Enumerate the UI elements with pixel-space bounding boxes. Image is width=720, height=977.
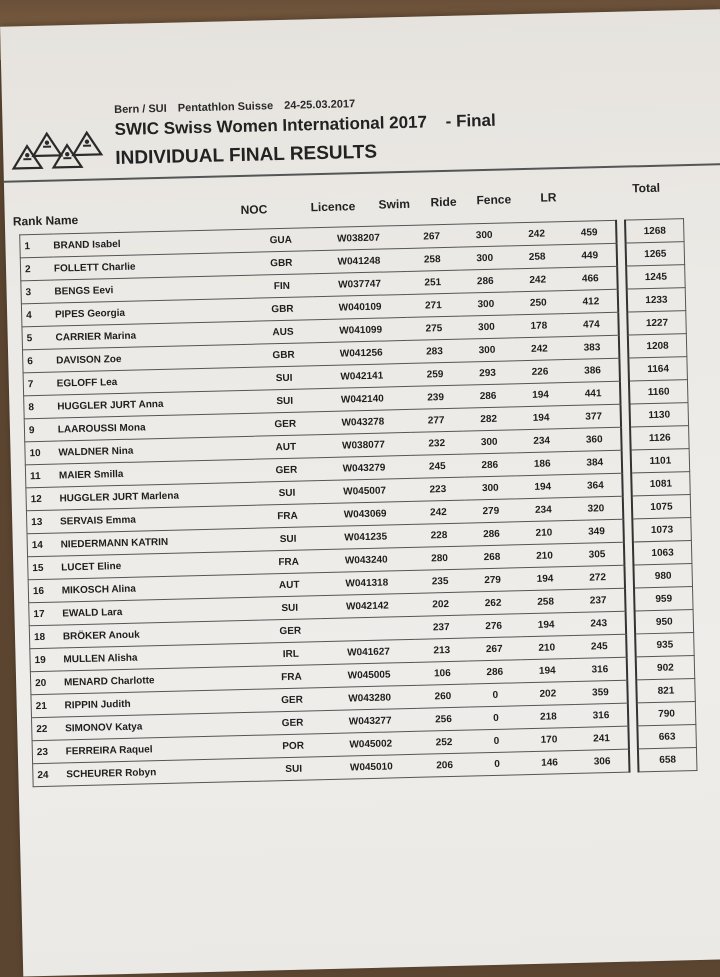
swim-points-cell: 213 bbox=[415, 638, 468, 662]
ride-points-cell: 300 bbox=[459, 292, 512, 316]
fence-points-cell: 234 bbox=[517, 498, 570, 522]
fence-points-cell: 194 bbox=[515, 406, 568, 430]
laser-run-points-cell: 449 bbox=[563, 243, 617, 267]
swim-points-cell: 235 bbox=[414, 569, 467, 593]
col-header-licence: Licence bbox=[310, 199, 356, 215]
rank-cell: 13 bbox=[26, 510, 60, 534]
licence-cell: W041318 bbox=[320, 570, 415, 595]
ride-points-cell: 300 bbox=[458, 223, 511, 247]
laser-run-points-cell: 441 bbox=[567, 381, 621, 405]
fence-points-cell: 250 bbox=[512, 291, 565, 315]
total-points-cell: 1227 bbox=[627, 311, 686, 335]
noc-cell: FRA bbox=[257, 504, 319, 528]
ride-points-cell: 282 bbox=[462, 407, 515, 431]
ride-points-cell: 300 bbox=[460, 315, 513, 339]
noc-cell: SUI bbox=[254, 389, 316, 413]
swim-points-cell: 202 bbox=[414, 592, 467, 616]
total-points-cell: 1081 bbox=[631, 472, 690, 496]
swim-points-cell: 267 bbox=[405, 224, 458, 248]
page-title: INDIVIDUAL FINAL RESULTS bbox=[115, 141, 378, 170]
noc-cell: AUT bbox=[258, 573, 320, 597]
rank-cell: 18 bbox=[29, 625, 63, 649]
swim-points-cell: 228 bbox=[412, 523, 465, 547]
swim-points-cell: 237 bbox=[415, 615, 468, 639]
athlete-name-cell: EGLOFF Lea bbox=[56, 367, 253, 395]
licence-cell: W041235 bbox=[318, 524, 413, 549]
fence-points-cell: 194 bbox=[514, 383, 567, 407]
total-points-cell: 1126 bbox=[630, 426, 689, 450]
licence-cell: W043277 bbox=[323, 708, 418, 733]
noc-cell: SUI bbox=[259, 596, 321, 620]
swim-points-cell: 206 bbox=[418, 753, 471, 777]
licence-cell: W043069 bbox=[318, 501, 413, 526]
fence-points-cell: 234 bbox=[515, 429, 568, 453]
ride-points-cell: 286 bbox=[459, 269, 512, 293]
swim-points-cell: 232 bbox=[410, 431, 463, 455]
swim-points-cell: 275 bbox=[407, 316, 460, 340]
licence-cell: W043280 bbox=[322, 685, 417, 710]
rank-cell: 16 bbox=[28, 579, 62, 603]
rank-cell: 8 bbox=[24, 395, 58, 419]
laser-run-points-cell: 474 bbox=[565, 312, 619, 336]
swim-points-cell: 283 bbox=[408, 339, 461, 363]
athlete-name-cell: MENARD Charlotte bbox=[64, 666, 261, 694]
rank-cell: 9 bbox=[24, 418, 58, 442]
athlete-name-cell: HUGGLER JURT Anna bbox=[57, 390, 254, 418]
noc-cell: GBR bbox=[253, 343, 315, 367]
total-points-cell: 790 bbox=[637, 702, 696, 726]
rank-cell: 21 bbox=[31, 694, 65, 718]
ride-points-cell: 286 bbox=[462, 384, 515, 408]
ride-points-cell: 300 bbox=[458, 246, 511, 270]
rank-cell: 1 bbox=[20, 234, 54, 258]
ride-points-cell: 286 bbox=[468, 660, 521, 684]
fence-points-cell: 146 bbox=[523, 750, 576, 774]
laser-run-points-cell: 306 bbox=[576, 749, 630, 773]
results-sheet bbox=[0, 9, 720, 976]
swim-points-cell: 258 bbox=[406, 247, 459, 271]
total-points-cell: 1265 bbox=[625, 242, 684, 266]
ride-points-cell: 286 bbox=[463, 453, 516, 477]
athlete-name-cell: BRAND Isabel bbox=[53, 229, 250, 257]
athlete-name-cell: FERREIRA Raquel bbox=[65, 735, 262, 763]
rank-cell: 15 bbox=[28, 556, 62, 580]
fence-points-cell: 258 bbox=[519, 590, 572, 614]
laser-run-points-cell: 360 bbox=[568, 427, 622, 451]
rank-cell: 17 bbox=[29, 602, 63, 626]
swim-points-cell: 106 bbox=[416, 661, 469, 685]
total-points-cell: 1130 bbox=[629, 403, 688, 427]
athlete-name-cell: MULLEN Alisha bbox=[63, 643, 260, 671]
fence-points-cell: 242 bbox=[510, 222, 563, 246]
total-points-cell: 1160 bbox=[629, 380, 688, 404]
noc-cell: SUI bbox=[256, 481, 318, 505]
total-points-cell: 1063 bbox=[633, 541, 692, 565]
laser-run-points-cell: 384 bbox=[568, 450, 622, 474]
laser-run-points-cell: 377 bbox=[567, 404, 621, 428]
fence-points-cell: 202 bbox=[521, 681, 574, 705]
swim-points-cell: 252 bbox=[418, 730, 471, 754]
laser-run-points-cell: 412 bbox=[564, 289, 618, 313]
ride-points-cell: 300 bbox=[464, 476, 517, 500]
licence-cell: W045002 bbox=[323, 731, 418, 756]
laser-run-points-cell: 272 bbox=[571, 565, 625, 589]
ride-points-cell: 267 bbox=[468, 637, 521, 661]
noc-cell: FIN bbox=[251, 274, 313, 298]
laser-run-points-cell: 237 bbox=[572, 588, 626, 612]
laser-run-points-cell: 383 bbox=[565, 335, 619, 359]
laser-run-points-cell: 349 bbox=[570, 519, 624, 543]
licence-cell: W043240 bbox=[319, 547, 414, 572]
athlete-name-cell: CARRIER Marina bbox=[55, 321, 252, 349]
athlete-name-cell: SCHEURER Robyn bbox=[66, 758, 263, 786]
results-table-body bbox=[20, 219, 697, 787]
total-points-cell: 1075 bbox=[632, 495, 691, 519]
licence-cell: W045010 bbox=[324, 754, 419, 779]
swim-points-cell: 245 bbox=[411, 454, 464, 478]
laser-run-points-cell: 316 bbox=[573, 657, 627, 681]
noc-cell: GBR bbox=[250, 251, 312, 275]
total-points-cell: 1245 bbox=[626, 265, 685, 289]
fence-points-cell: 258 bbox=[511, 245, 564, 269]
licence-cell: W041627 bbox=[321, 639, 416, 664]
licence-cell: W043278 bbox=[316, 409, 411, 434]
rank-cell: 19 bbox=[30, 648, 64, 672]
swim-points-cell: 256 bbox=[417, 707, 470, 731]
event-organizer: Pentathlon Suisse bbox=[177, 100, 274, 115]
noc-cell: GER bbox=[259, 619, 321, 643]
athlete-name-cell: MAIER Smilla bbox=[59, 459, 256, 487]
ride-points-cell: 300 bbox=[460, 338, 513, 362]
ride-points-cell: 279 bbox=[464, 499, 517, 523]
athlete-name-cell: BRÖKER Anouk bbox=[63, 620, 260, 648]
laser-run-points-cell: 459 bbox=[563, 220, 617, 244]
total-points-cell: 821 bbox=[636, 679, 695, 703]
total-points-cell: 663 bbox=[637, 725, 696, 749]
noc-cell: GER bbox=[254, 412, 316, 436]
licence-cell: W042142 bbox=[320, 593, 415, 618]
ride-points-cell: 300 bbox=[463, 430, 516, 454]
event-info-line bbox=[114, 98, 363, 116]
athlete-name-cell: SIMONOV Katya bbox=[65, 712, 262, 740]
rank-cell: 23 bbox=[32, 740, 66, 764]
rank-cell: 4 bbox=[21, 303, 55, 327]
noc-cell: GER bbox=[261, 688, 323, 712]
total-points-cell: 980 bbox=[633, 564, 692, 588]
athlete-name-cell: BENGS Eevi bbox=[54, 275, 251, 303]
athlete-name-cell: FOLLETT Charlie bbox=[54, 252, 251, 280]
rank-cell: 24 bbox=[33, 763, 67, 787]
total-points-cell: 902 bbox=[636, 656, 695, 680]
col-header-lr: LR bbox=[540, 190, 557, 205]
licence-cell: W042141 bbox=[314, 363, 409, 388]
ride-points-cell: 293 bbox=[461, 361, 514, 385]
athlete-name-cell: WALDNER Nina bbox=[58, 436, 255, 464]
col-header-ride: Ride bbox=[430, 194, 457, 210]
ride-points-cell: 268 bbox=[465, 545, 518, 569]
noc-cell: FRA bbox=[258, 550, 320, 574]
fence-points-cell: 186 bbox=[516, 452, 569, 476]
rank-cell: 5 bbox=[22, 326, 56, 350]
laser-run-points-cell: 386 bbox=[566, 358, 620, 382]
event-stage: Final bbox=[455, 110, 496, 131]
laser-run-points-cell: 245 bbox=[573, 634, 627, 658]
athlete-name-cell: RIPPIN Judith bbox=[64, 689, 261, 717]
licence-cell: W041248 bbox=[312, 248, 407, 273]
licence-cell: W038077 bbox=[316, 432, 411, 457]
rank-cell: 10 bbox=[25, 441, 59, 465]
licence-cell: W041256 bbox=[314, 340, 409, 365]
total-points-cell: 935 bbox=[635, 633, 694, 657]
rank-cell: 22 bbox=[31, 717, 65, 741]
col-header-noc: NOC bbox=[240, 202, 268, 217]
laser-run-points-cell: 320 bbox=[569, 496, 623, 520]
fence-points-cell: 210 bbox=[518, 544, 571, 568]
fence-points-cell: 170 bbox=[522, 727, 575, 751]
event-name: SWIC Swiss Women International 2017 bbox=[114, 112, 428, 140]
ride-points-cell: 276 bbox=[467, 614, 520, 638]
total-points-cell: 959 bbox=[634, 587, 693, 611]
swim-points-cell: 280 bbox=[413, 546, 466, 570]
licence-cell: W043279 bbox=[317, 455, 412, 480]
noc-cell: AUS bbox=[252, 320, 314, 344]
ride-points-cell: 279 bbox=[466, 568, 519, 592]
swim-points-cell: 239 bbox=[409, 385, 462, 409]
fence-points-cell: 242 bbox=[513, 337, 566, 361]
noc-cell: GER bbox=[262, 711, 324, 735]
total-points-cell: 1073 bbox=[632, 518, 691, 542]
athlete-name-cell: DAVISON Zoe bbox=[56, 344, 253, 372]
rank-cell: 7 bbox=[23, 372, 57, 396]
total-points-cell: 1268 bbox=[625, 219, 684, 243]
swim-points-cell: 223 bbox=[411, 477, 464, 501]
col-header-swim: Swim bbox=[378, 196, 411, 212]
swim-points-cell: 242 bbox=[412, 500, 465, 524]
swim-points-cell: 251 bbox=[406, 270, 459, 294]
fence-points-cell: 194 bbox=[520, 612, 573, 636]
swim-points-cell: 259 bbox=[409, 362, 462, 386]
athlete-name-cell: NIEDERMANN KATRIN bbox=[60, 528, 257, 556]
noc-cell: SUI bbox=[257, 527, 319, 551]
noc-cell: IRL bbox=[260, 642, 322, 666]
athlete-name-cell: MIKOSCH Alina bbox=[61, 574, 258, 602]
fence-points-cell: 210 bbox=[517, 521, 570, 545]
noc-cell: FRA bbox=[261, 665, 323, 689]
event-dates: 24-25.03.2017 bbox=[284, 98, 356, 112]
noc-cell: AUT bbox=[255, 435, 317, 459]
fence-points-cell: 242 bbox=[511, 268, 564, 292]
licence-cell: W038207 bbox=[311, 225, 406, 250]
athlete-name-cell: HUGGLER JURT Marlena bbox=[59, 482, 256, 510]
laser-run-points-cell: 243 bbox=[572, 611, 626, 635]
ride-points-cell: 0 bbox=[469, 706, 522, 730]
licence-cell: W045007 bbox=[317, 478, 412, 503]
athlete-name-cell: EWALD Lara bbox=[62, 597, 259, 625]
total-points-cell: 658 bbox=[638, 747, 697, 771]
total-points-cell: 1101 bbox=[631, 449, 690, 473]
licence-cell: W042140 bbox=[315, 386, 410, 411]
licence-cell: W045005 bbox=[322, 662, 417, 687]
noc-cell: SUI bbox=[263, 757, 325, 781]
licence-cell: W041099 bbox=[313, 317, 408, 342]
rank-cell: 3 bbox=[21, 280, 55, 304]
fence-points-cell: 194 bbox=[516, 475, 569, 499]
ride-points-cell: 286 bbox=[465, 522, 518, 546]
total-points-cell: 1233 bbox=[627, 288, 686, 312]
swim-points-cell: 277 bbox=[410, 408, 463, 432]
total-points-cell: 1208 bbox=[628, 334, 687, 358]
col-header-total: Total bbox=[632, 180, 661, 196]
licence-cell: W037747 bbox=[312, 271, 407, 296]
rank-cell: 12 bbox=[26, 487, 60, 511]
rank-cell: 20 bbox=[30, 671, 64, 695]
fence-points-cell: 178 bbox=[512, 314, 565, 338]
rank-cell: 6 bbox=[23, 349, 57, 373]
noc-cell: SUI bbox=[253, 366, 315, 390]
laser-run-points-cell: 305 bbox=[570, 542, 624, 566]
fence-points-cell: 194 bbox=[521, 658, 574, 682]
pentathlon-logo-icon bbox=[8, 120, 109, 182]
swim-points-cell: 260 bbox=[416, 684, 469, 708]
col-header-rank-name: Rank Name bbox=[12, 212, 79, 229]
swim-points-cell: 271 bbox=[407, 293, 460, 317]
fence-points-cell: 194 bbox=[519, 567, 572, 591]
ride-points-cell: 0 bbox=[471, 752, 524, 776]
event-dash: - bbox=[445, 111, 452, 131]
noc-cell: POR bbox=[262, 734, 324, 758]
fence-points-cell: 218 bbox=[522, 704, 575, 728]
athlete-name-cell: SERVAIS Emma bbox=[60, 505, 257, 533]
laser-run-points-cell: 359 bbox=[574, 680, 628, 704]
ride-points-cell: 262 bbox=[467, 591, 520, 615]
laser-run-points-cell: 466 bbox=[564, 266, 618, 290]
noc-cell: GUA bbox=[250, 228, 312, 252]
fence-points-cell: 210 bbox=[520, 635, 573, 659]
event-location: Bern / SUI bbox=[114, 102, 167, 117]
ride-points-cell: 0 bbox=[469, 683, 522, 707]
total-points-cell: 1164 bbox=[628, 357, 687, 381]
laser-run-points-cell: 316 bbox=[574, 703, 628, 727]
col-header-fence: Fence bbox=[476, 192, 512, 208]
rank-cell: 14 bbox=[27, 533, 61, 557]
licence-cell: W040109 bbox=[313, 294, 408, 319]
laser-run-points-cell: 364 bbox=[569, 473, 623, 497]
header-divider bbox=[4, 163, 720, 183]
athlete-name-cell: LUCET Eline bbox=[61, 551, 258, 579]
fence-points-cell: 226 bbox=[513, 360, 566, 384]
laser-run-points-cell: 241 bbox=[575, 726, 629, 750]
rank-cell: 2 bbox=[20, 257, 54, 281]
rank-cell: 11 bbox=[25, 464, 59, 488]
noc-cell: GER bbox=[255, 458, 317, 482]
athlete-name-cell: LAAROUSSI Mona bbox=[58, 413, 255, 441]
event-title-line bbox=[114, 111, 496, 140]
athlete-name-cell: PIPES Georgia bbox=[55, 298, 252, 326]
ride-points-cell: 0 bbox=[470, 729, 523, 753]
total-points-cell: 950 bbox=[634, 610, 693, 634]
results-table bbox=[19, 218, 697, 787]
licence-cell bbox=[321, 616, 416, 641]
noc-cell: GBR bbox=[252, 297, 314, 321]
